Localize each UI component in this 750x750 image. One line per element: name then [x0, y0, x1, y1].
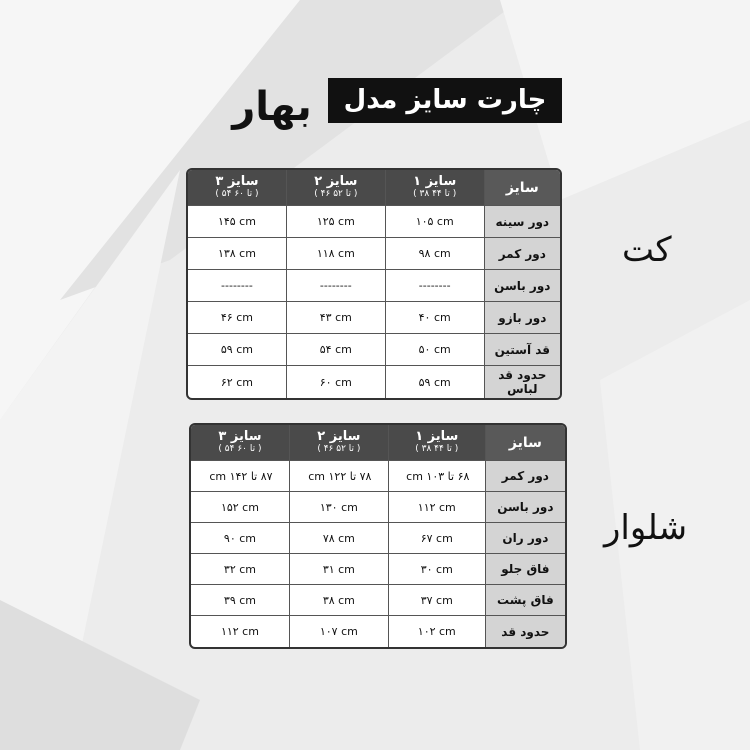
table-cell: ۱۳۰ cm [290, 492, 389, 523]
table-cell: ۷۸ cm [290, 523, 389, 554]
pants-col-size-1: سایز ۱ ( ۳۸ تا ۴۴ ) [389, 425, 486, 461]
row-label: دور باسن [486, 492, 565, 523]
row-label: فاق پشت [486, 585, 565, 616]
row-label: دور سینه [485, 206, 560, 238]
table-row [191, 461, 565, 492]
pants-col-size-3: سایز ۳ ( ۵۴ تا ۶۰ ) [191, 425, 290, 461]
jacket-col-size-3: سایز ۳ ( ۵۴ تا ۶۰ ) [188, 170, 287, 206]
jacket-col-size-1: سایز ۱ ( ۳۸ تا ۴۴ ) [386, 170, 485, 206]
table-cell: ۵۴ cm [287, 334, 386, 366]
pants-size-table [189, 423, 567, 649]
pants-col-label: سایز [486, 425, 565, 461]
table-cell: ۳۰ cm [389, 554, 486, 585]
row-label: دور کمر [485, 238, 560, 270]
row-label: دور باسن [485, 270, 560, 302]
table-row [188, 238, 560, 270]
jacket-size-table [186, 168, 562, 400]
row-label: دور کمر [486, 461, 565, 492]
table-row [191, 554, 565, 585]
table-row [191, 523, 565, 554]
table-cell: ۱۱۲ cm [191, 616, 290, 647]
table-cell: ۱۲۵ cm [287, 206, 386, 238]
row-label: حدود قد [486, 616, 565, 647]
row-label: قد آستین [485, 334, 560, 366]
table-cell: ۹۸ cm [386, 238, 485, 270]
row-label: دور ران [486, 523, 565, 554]
table-cell: ۱۰۲ cm [389, 616, 486, 647]
table-cell: ۵۹ cm [188, 334, 287, 366]
table-cell: ۶۲ cm [188, 366, 287, 398]
table-cell: ۴۰ cm [386, 302, 485, 334]
jacket-header-row [188, 170, 560, 206]
table-cell: -------- [287, 270, 386, 302]
jacket-label: کت [622, 230, 672, 270]
row-label: دور بازو [485, 302, 560, 334]
table-cell: ۵۰ cm [386, 334, 485, 366]
table-row [191, 585, 565, 616]
table-cell: -------- [386, 270, 485, 302]
table-cell: ۴۶ cm [188, 302, 287, 334]
jacket-col-label: سایز [485, 170, 560, 206]
table-cell: ۳۷ cm [389, 585, 486, 616]
row-label: فاق جلو [486, 554, 565, 585]
pants-label: شلوار [604, 508, 688, 548]
table-row [191, 616, 565, 647]
pants-col-size-2: سایز ۲ ( ۴۶ تا ۵۲ ) [290, 425, 389, 461]
chart-title-box: چارت سایز مدل [328, 78, 562, 123]
table-cell: ۹۰ cm [191, 523, 290, 554]
table-row [188, 366, 560, 398]
table-cell: ۳۱ cm [290, 554, 389, 585]
table-cell: ۶۰ cm [287, 366, 386, 398]
table-cell: ۸۷ تا ۱۴۲ cm [191, 461, 290, 492]
table-cell: ۱۰۵ cm [386, 206, 485, 238]
table-row [188, 206, 560, 238]
table-row [188, 270, 560, 302]
table-cell: ۱۳۸ cm [188, 238, 287, 270]
table-row [191, 492, 565, 523]
table-cell: -------- [188, 270, 287, 302]
table-cell: ۱۱۲ cm [389, 492, 486, 523]
table-cell: ۱۵۲ cm [191, 492, 290, 523]
jacket-col-size-2: سایز ۲ ( ۴۶ تا ۵۲ ) [287, 170, 386, 206]
table-cell: ۶۷ cm [389, 523, 486, 554]
header [222, 78, 562, 136]
table-cell: ۳۲ cm [191, 554, 290, 585]
table-cell: ۵۹ cm [386, 366, 485, 398]
table-row [188, 334, 560, 366]
table-cell: ۳۸ cm [290, 585, 389, 616]
row-label: حدود قد لباس [485, 366, 560, 398]
table-row [188, 302, 560, 334]
table-cell: ۳۹ cm [191, 585, 290, 616]
table-cell: ۱۴۵ cm [188, 206, 287, 238]
table-cell: ۶۸ تا ۱۰۳ cm [389, 461, 486, 492]
table-cell: ۷۸ تا ۱۲۲ cm [290, 461, 389, 492]
table-cell: ۴۳ cm [287, 302, 386, 334]
table-cell: ۱۱۸ cm [287, 238, 386, 270]
pants-header-row [191, 425, 565, 461]
brand-title: بهار [232, 84, 312, 130]
table-cell: ۱۰۷ cm [290, 616, 389, 647]
